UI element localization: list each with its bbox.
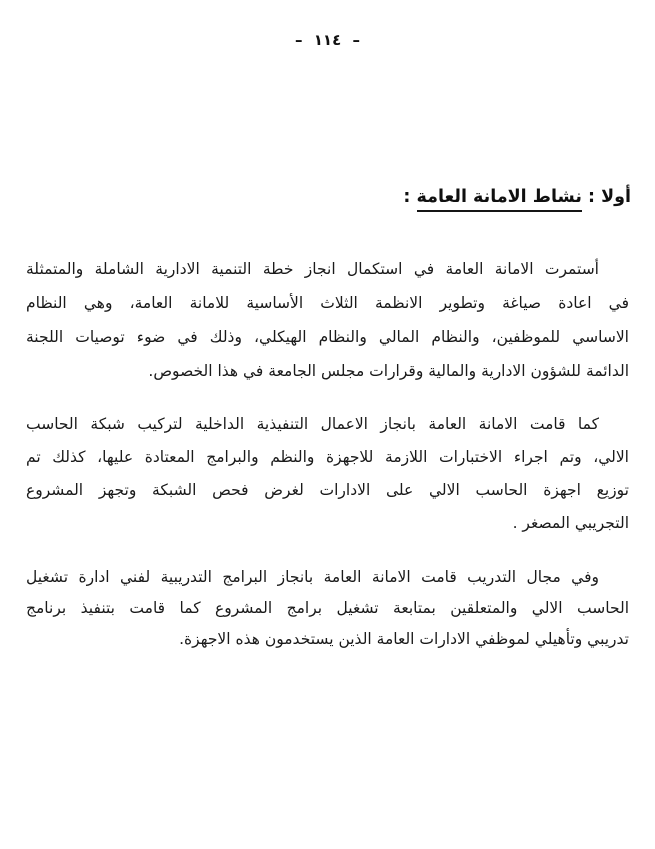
text-line: الالي، وتم اجراء الاختبارات اللازمة للاجهزة والنظم والبرامج المعتادة عليها، كذلك تم: [26, 448, 629, 466]
text-line: توزيع اجهزة الحاسب الالي على الادارات لغرض فحص الشبكة وتجهز المشروع: [26, 481, 629, 499]
page-number: – ١١٤ –: [295, 31, 360, 49]
text-line: التجريبي المصغر .: [512, 514, 629, 532]
text-line: الحاسب الالي والمتعلقين بمتابعة تشغيل برامج المشروع كما قامت بتنفيذ برنامج: [26, 599, 629, 617]
text-line: كما قامت الامانة العامة بانجاز الاعمال التنفيذية الداخلية لتركيب شبكة الحاسب: [26, 415, 599, 433]
text-line: الدائمة للشؤون الادارية والمالية وقرارات مجلس الجامعة في هذا الخصوص.: [148, 362, 629, 380]
text-line: تدريبي وتأهيلي لموظفي الادارات العامة الذين يستخدمون هذه الاجهزة.: [179, 630, 629, 648]
section-heading: [403, 187, 631, 207]
text-line: أستمرت الامانة العامة في استكمال انجاز خطة التنمية الادارية الشاملة والمتمثلة: [26, 260, 599, 278]
paragraph-3: [26, 562, 629, 655]
heading-suffix: :: [403, 187, 417, 207]
heading-title: نشاط الامانة العامة: [417, 187, 582, 212]
heading-prefix: أولا :: [581, 187, 631, 207]
text-line: الاساسي للموظفين، والنظام المالي والنظام الهيكلي، وذلك في ضوء توصيات اللجنة: [26, 328, 629, 346]
text-line: في اعادة صياغة وتطوير الانظمة الثلاث الأساسية للامانة العامة، وهي النظام: [26, 294, 629, 312]
text-line: وفي مجال التدريب قامت الامانة العامة بانجاز البرامج التدريبية لفني ادارة تشغيل: [26, 568, 599, 586]
paragraph-1: [26, 252, 629, 388]
paragraph-2: [26, 408, 629, 540]
